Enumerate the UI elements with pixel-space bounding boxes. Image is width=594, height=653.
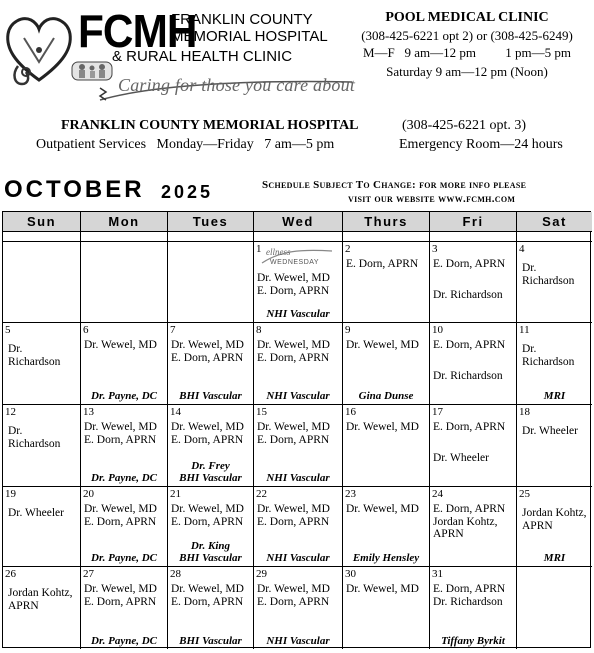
provider-line: E. Dorn, APRN xyxy=(346,258,419,270)
hospital-name-line2: MEMORIAL HOSPITAL xyxy=(171,28,328,45)
specialty-service: BHI Vascular xyxy=(179,472,242,484)
day-number: 11 xyxy=(519,324,530,336)
svg-text:WEDNESDAY: WEDNESDAY xyxy=(270,259,320,266)
specialty-service: NHI Vascular xyxy=(266,472,330,484)
header-spacer xyxy=(343,232,430,242)
calendar-day-cell xyxy=(168,567,254,649)
provider-line: Dr. Wewel, MD xyxy=(257,272,330,284)
specialty-service: BHI Vascular xyxy=(179,390,242,402)
calendar-day-cell xyxy=(430,323,517,405)
provider-line: E. Dorn, APRN xyxy=(171,595,244,608)
calendar-day-cell xyxy=(168,487,254,567)
day-number: 23 xyxy=(345,488,356,500)
provider-line: E. Dorn, APRN xyxy=(257,433,330,446)
calendar-day-cell xyxy=(3,242,81,323)
provider-line: E. Dorn, APRN xyxy=(84,433,157,446)
provider-line: Dr. Wewel, MD xyxy=(171,503,244,515)
specialty-service: NHI Vascular xyxy=(266,308,330,320)
provider-line: E. Dorn, APRN xyxy=(433,503,506,515)
provider-line: Dr. Wewel, MD xyxy=(257,421,330,433)
hospital-phone: (308-425-6221 opt. 3) xyxy=(402,118,527,133)
day-number: 20 xyxy=(83,488,94,500)
day-number: 19 xyxy=(5,488,16,500)
provider-line: Dr. xyxy=(8,425,23,437)
calendar-day-cell xyxy=(81,567,168,649)
day-number: 15 xyxy=(256,406,267,418)
calendar-grid xyxy=(2,211,591,648)
provider-line: Dr. xyxy=(522,343,537,355)
provider-line: Richardson xyxy=(522,274,575,287)
calendar-day-cell xyxy=(517,242,592,323)
provider-line: APRN xyxy=(522,519,553,532)
day-number: 6 xyxy=(83,324,89,336)
calendar-day-cell xyxy=(517,323,592,405)
calendar-day-cell xyxy=(3,487,81,567)
day-header-wed: Wed xyxy=(254,212,343,232)
provider-line: Dr. Richardson xyxy=(433,595,503,608)
provider-line: E. Dorn, APRN xyxy=(433,258,506,270)
specialty-service: MRI xyxy=(543,390,566,402)
tagline: Caring for those you care about xyxy=(118,75,356,95)
calendar-day-cell xyxy=(3,567,81,649)
provider-line: E. Dorn, APRN xyxy=(84,595,157,608)
calendar-day-cell xyxy=(517,567,592,649)
calendar-day-cell xyxy=(254,567,343,649)
calendar-day-cell xyxy=(254,323,343,405)
outpatient-hours: Outpatient Services Monday—Friday 7 am—5 pm xyxy=(36,137,335,152)
calendar-day-cell xyxy=(254,242,343,323)
calendar-day-cell xyxy=(430,567,517,649)
provider-line: Jordan Kohtz, xyxy=(433,515,498,528)
calendar-day-cell xyxy=(430,487,517,567)
calendar-day-cell xyxy=(254,487,343,567)
header-spacer xyxy=(168,232,254,242)
day-number: 1 xyxy=(256,243,262,255)
provider-line: Richardson xyxy=(8,437,61,450)
specialty-service: Dr. Payne, DC xyxy=(91,472,157,484)
specialty-provider: Dr. Frey xyxy=(191,460,230,472)
month-title: OCTOBER xyxy=(4,176,145,203)
header-spacer xyxy=(81,232,168,242)
provider-line: Dr. Wewel, MD xyxy=(346,583,419,595)
clinic-phones: (308-425-6221 opt 2) or (308-425-6249) xyxy=(361,28,573,43)
logo-wordmark: FCMH xyxy=(78,5,197,57)
year-title: 2025 xyxy=(161,182,214,202)
day-number: 3 xyxy=(432,243,438,255)
day-number: 27 xyxy=(83,568,94,580)
provider-line: Dr. Wewel, MD xyxy=(257,583,330,595)
calendar-day-cell xyxy=(81,323,168,405)
provider-line: Dr. Wewel, MD xyxy=(346,339,419,351)
provider-line: Dr. Wewel, MD xyxy=(257,503,330,515)
provider-line: Dr. Wewel, MD xyxy=(257,339,330,351)
provider-line: E. Dorn, APRN xyxy=(257,351,330,364)
day-number: 8 xyxy=(256,324,262,336)
calendar-day-cell xyxy=(343,242,430,323)
specialty-service: Dr. Payne, DC xyxy=(91,552,157,564)
specialty-service: Tiffany Byrkit xyxy=(441,635,505,647)
day-number: 18 xyxy=(519,406,530,418)
day-header-sat: Sat xyxy=(517,212,592,232)
provider-line: E. Dorn, APRN xyxy=(171,433,244,446)
calendar-day-cell xyxy=(3,405,81,487)
day-number: 29 xyxy=(256,568,267,580)
day-number: 31 xyxy=(432,568,443,580)
schedule-note-line1: Schedule Subject To Change: for more info please xyxy=(262,179,527,191)
day-number: 13 xyxy=(83,406,94,418)
provider-line: Dr. Wewel, MD xyxy=(171,421,244,433)
day-number: 24 xyxy=(432,488,443,500)
day-header-fri: Fri xyxy=(430,212,517,232)
svg-text:ellness: ellness xyxy=(266,247,291,257)
clinic-title: POOL MEDICAL CLINIC xyxy=(385,10,549,25)
day-number: 9 xyxy=(345,324,351,336)
calendar-day-cell xyxy=(343,405,430,487)
rural-clinic-line: & RURAL HEALTH CLINIC xyxy=(112,48,293,65)
day-number: 28 xyxy=(170,568,181,580)
calendar-day-cell xyxy=(254,405,343,487)
provider-line: Dr. Wheeler xyxy=(433,452,489,464)
day-number: 2 xyxy=(345,243,351,255)
day-header-sun: Sun xyxy=(3,212,81,232)
provider-line: E. Dorn, APRN xyxy=(84,515,157,528)
calendar-day-cell xyxy=(81,405,168,487)
provider-line: Jordan Kohtz, xyxy=(522,507,587,519)
provider-line: Richardson xyxy=(8,355,61,368)
provider-line: E. Dorn, APRN xyxy=(433,583,506,595)
day-number: 16 xyxy=(345,406,356,418)
provider-line: Dr. Wewel, MD xyxy=(84,421,157,433)
day-header-thurs: Thurs xyxy=(343,212,430,232)
provider-line: APRN xyxy=(433,528,464,540)
heart-stethoscope-logo-icon xyxy=(4,10,74,90)
provider-line: E. Dorn, APRN xyxy=(257,595,330,608)
calendar-day-cell xyxy=(81,242,168,323)
hospital-name-line1: FRANKLIN COUNTY xyxy=(171,11,313,28)
specialty-service: BHI Vascular xyxy=(179,635,242,647)
provider-line: Dr. Wewel, MD xyxy=(84,583,157,595)
calendar-day-cell xyxy=(517,405,592,487)
calendar-day-cell xyxy=(430,242,517,323)
provider-line: Richardson xyxy=(522,355,575,368)
provider-line: Dr. Wewel, MD xyxy=(84,339,157,351)
day-number: 22 xyxy=(256,488,267,500)
provider-line: Jordan Kohtz, xyxy=(8,587,73,599)
specialty-service: Emily Hensley xyxy=(352,552,420,564)
provider-line: Dr. Wewel, MD xyxy=(84,503,157,515)
provider-line: E. Dorn, APRN xyxy=(171,351,244,364)
calendar-day-cell xyxy=(343,487,430,567)
provider-line: E. Dorn, APRN xyxy=(433,421,506,433)
calendar-day-cell xyxy=(517,487,592,567)
calendar-day-cell xyxy=(343,567,430,649)
provider-line: Dr. Richardson xyxy=(433,289,503,301)
specialty-service: MRI xyxy=(543,552,566,564)
emergency-room-hours: Emergency Room—24 hours xyxy=(399,137,563,152)
provider-line: Dr. Wheeler xyxy=(522,425,578,437)
day-header-tues: Tues xyxy=(168,212,254,232)
clinic-saturday-hours: Saturday 9 am—12 pm (Noon) xyxy=(386,64,548,79)
provider-line: Dr. Wewel, MD xyxy=(346,421,419,433)
provider-line: Dr. Wewel, MD xyxy=(171,339,244,351)
provider-line: Dr. xyxy=(8,343,23,355)
header-spacer xyxy=(3,232,81,242)
day-number: 10 xyxy=(432,324,443,336)
day-number: 25 xyxy=(519,488,530,500)
day-number: 30 xyxy=(345,568,356,580)
provider-line: Dr. Wheeler xyxy=(8,507,64,519)
hospital-full-name: FRANKLIN COUNTY MEMORIAL HOSPITAL xyxy=(61,118,359,133)
day-number: 7 xyxy=(170,324,176,336)
day-number: 4 xyxy=(519,243,525,255)
provider-line: E. Dorn, APRN xyxy=(257,284,330,297)
header-spacer xyxy=(430,232,517,242)
calendar-day-cell xyxy=(3,323,81,405)
schedule-note-line2: visit our website www.fcmh.com xyxy=(348,193,516,205)
calendar-day-cell xyxy=(168,242,254,323)
provider-line: Dr. Wewel, MD xyxy=(346,503,419,515)
provider-line: Dr. Wewel, MD xyxy=(171,583,244,595)
specialty-service: Gina Dunse xyxy=(358,390,414,402)
wellness-wednesday-logo-icon xyxy=(260,245,334,267)
provider-line: Dr. Richardson xyxy=(433,370,503,382)
calendar-day-cell xyxy=(430,405,517,487)
clinic-weekday-hours: M—F 9 am—12 pm 1 pm—5 pm xyxy=(362,45,571,60)
day-number: 14 xyxy=(170,406,181,418)
specialty-service: Dr. Payne, DC xyxy=(91,390,157,402)
calendar-day-cell xyxy=(343,323,430,405)
calendar-day-cell xyxy=(168,323,254,405)
provider-line: APRN xyxy=(8,599,39,612)
specialty-provider: Dr. King xyxy=(190,540,231,552)
day-number: 21 xyxy=(170,488,181,500)
specialty-service: BHI Vascular xyxy=(179,552,242,564)
specialty-service: NHI Vascular xyxy=(266,390,330,402)
day-number: 12 xyxy=(5,406,16,418)
day-number: 26 xyxy=(5,568,16,580)
provider-line: E. Dorn, APRN xyxy=(433,339,506,351)
day-header-mon: Mon xyxy=(81,212,168,232)
day-number: 17 xyxy=(432,406,443,418)
provider-line: Dr. xyxy=(522,262,537,274)
day-number: 5 xyxy=(5,324,11,336)
specialty-service: NHI Vascular xyxy=(266,552,330,564)
calendar-day-cell xyxy=(81,487,168,567)
provider-line: E. Dorn, APRN xyxy=(171,515,244,528)
provider-line: E. Dorn, APRN xyxy=(257,515,330,528)
specialty-service: NHI Vascular xyxy=(266,635,330,647)
header-spacer xyxy=(254,232,343,242)
header-spacer xyxy=(517,232,592,242)
calendar-day-cell xyxy=(168,405,254,487)
specialty-service: Dr. Payne, DC xyxy=(91,635,157,647)
